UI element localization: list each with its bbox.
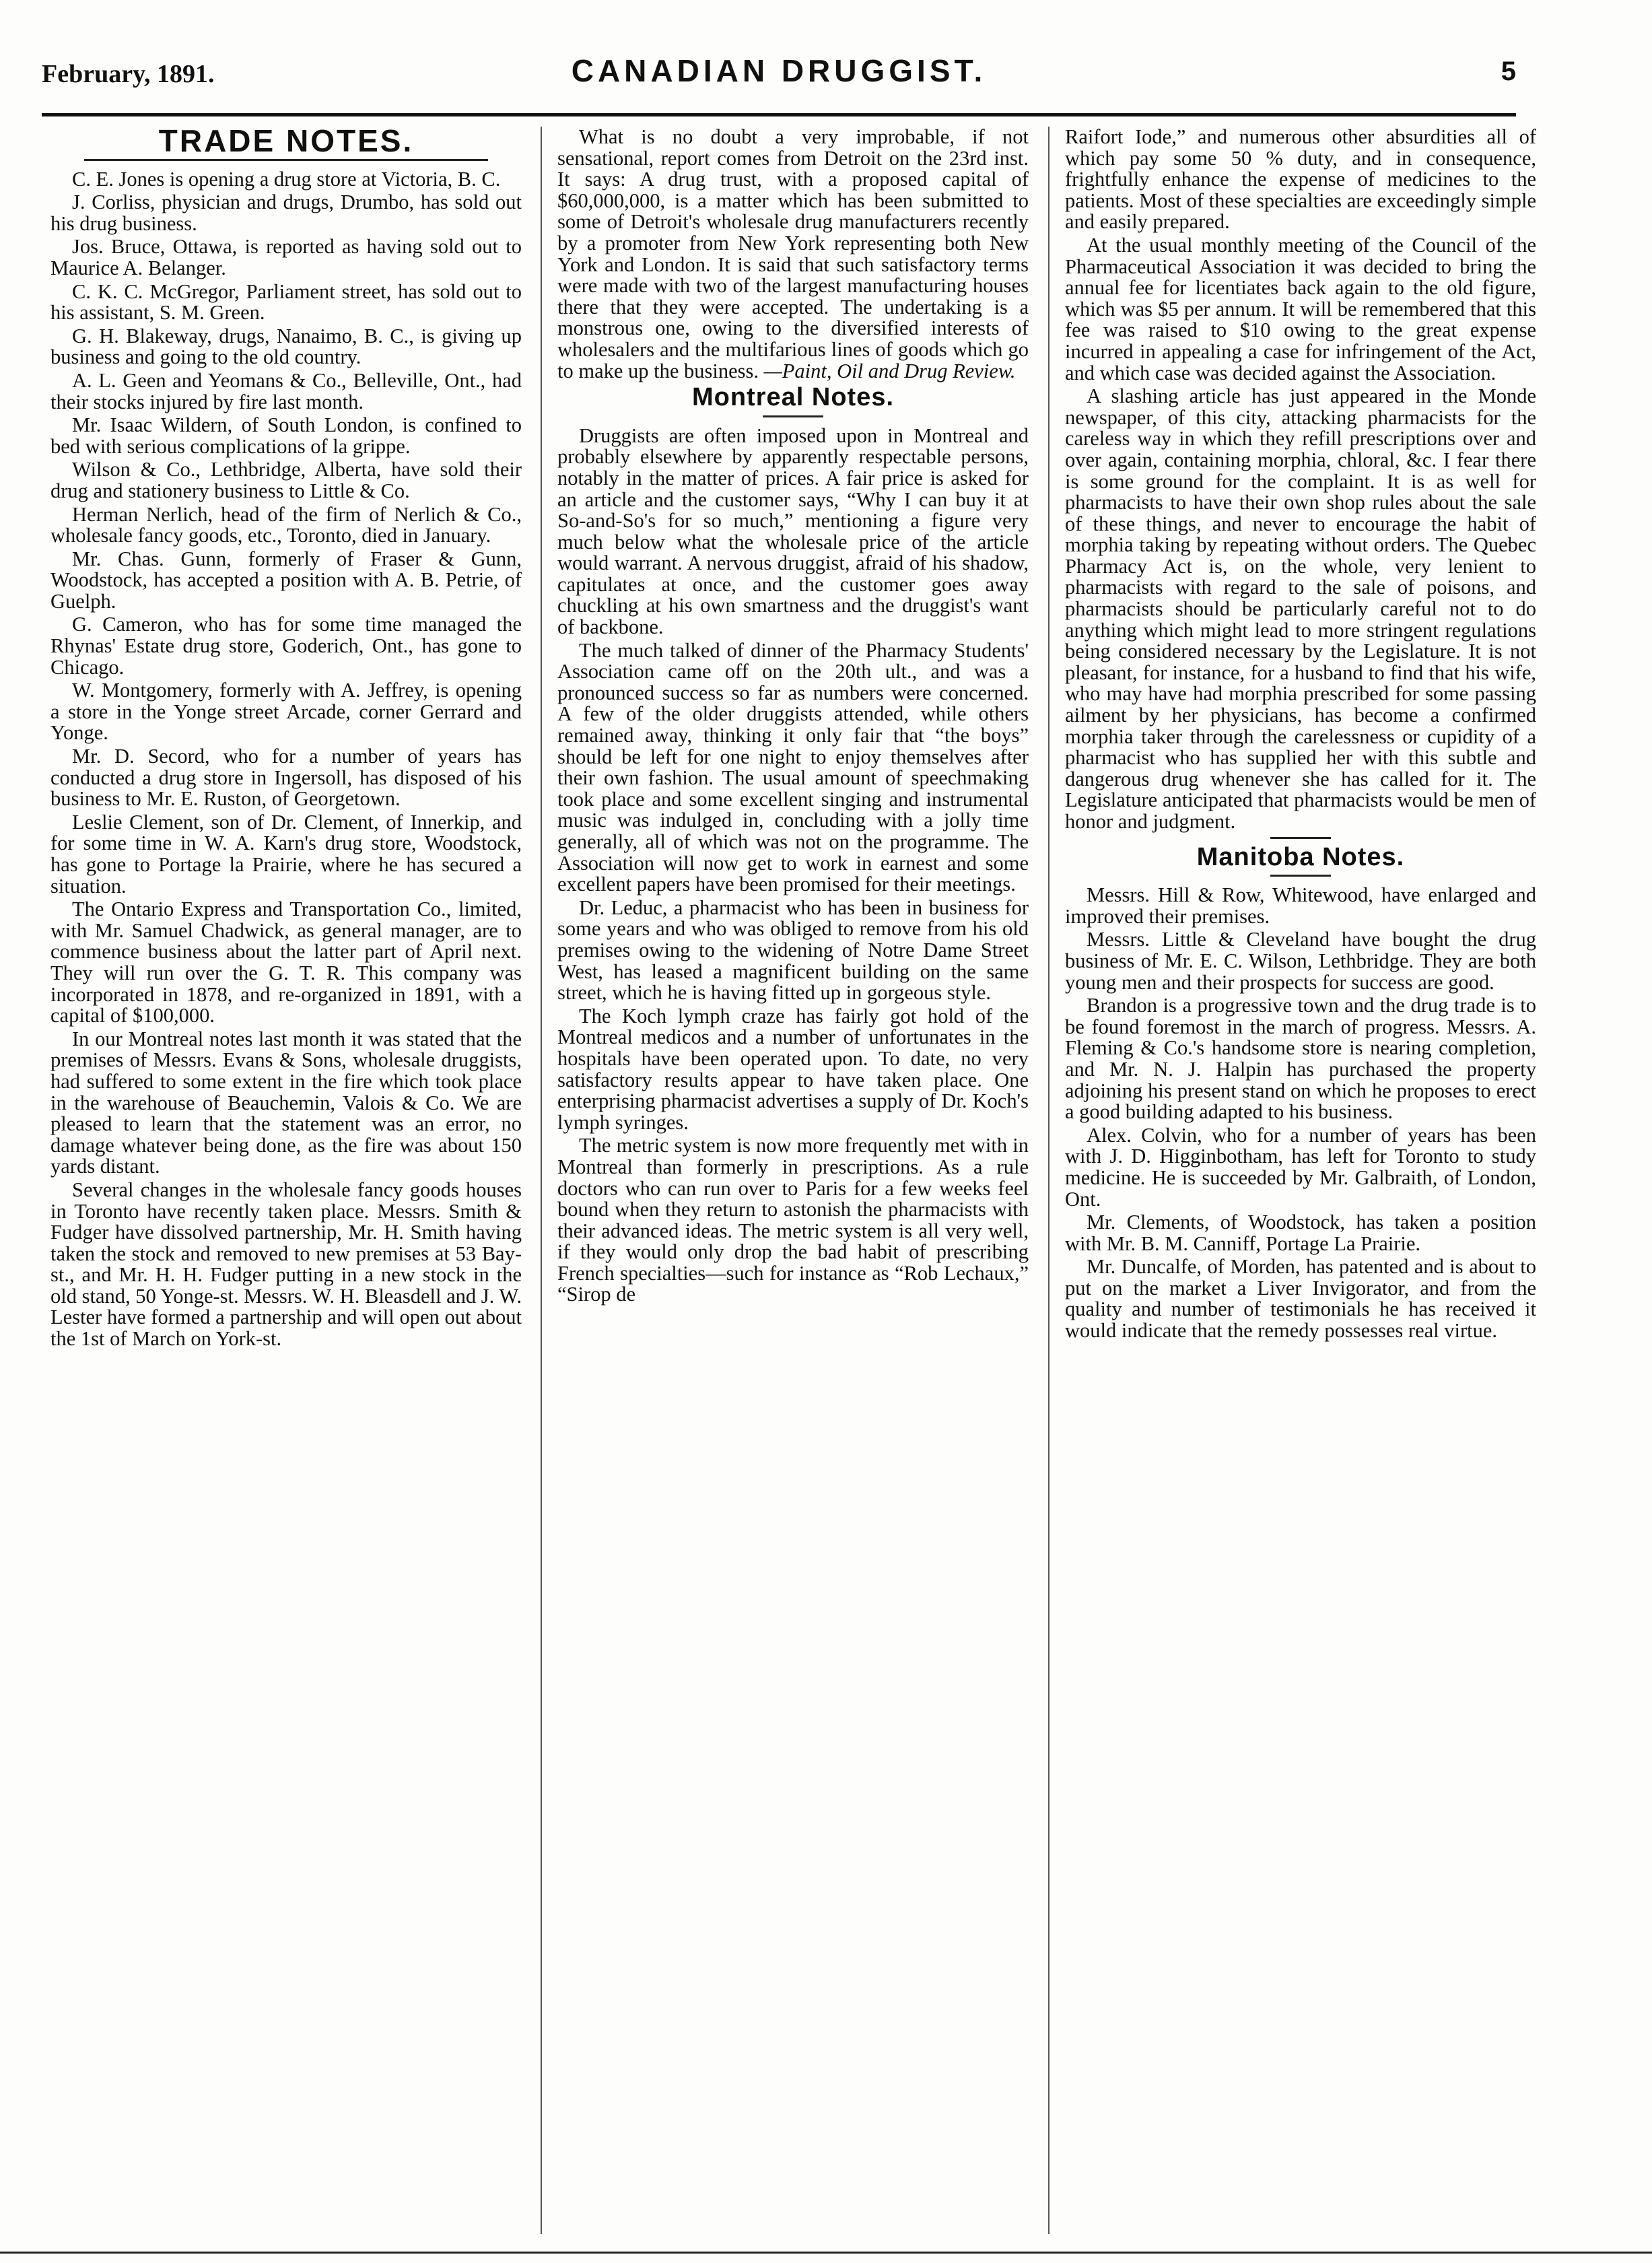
- article-paragraph: Mr. Clements, of Woodstock, has taken a position with Mr. B. M. Canniff, Portage La Prairie.: [1065, 1211, 1536, 1255]
- article-paragraph: G. H. Blakeway, drugs, Nanaimo, B. C., is giving up business and going to the old country.: [50, 324, 522, 369]
- section-title-trade-notes: TRADE NOTES.: [158, 127, 414, 158]
- article-paragraph: Alex. Colvin, who for a number of years has been with J. D. Higginbotham, has left for Toronto to study medicine. He is succeeded by Mr. Galbraith, of London, Ont.: [1065, 1123, 1536, 1211]
- article-paragraph: Several changes in the wholesale fancy goods houses in Toronto have recently taken place. Messrs. Smith & Fudger have dissolved partnership, Mr. H. Smith having taken the stock and removed to new premises at 53 Bay-st., and Mr. H. H. Fudger putting in a new stock in the old stand, 50 Yonge-st. Messrs. W. H. Bleasdell and J. W. Lester have formed a partnership and will open out about the 1st of March on York-st.: [50, 1178, 522, 1351]
- footer-rule: [0, 2252, 1652, 2254]
- article-paragraph: Mr. Isaac Wildern, of South London, is confined to bed with serious complications of la grippe.: [50, 413, 522, 458]
- article-paragraph: W. Montgomery, formerly with A. Jeffrey, is opening a store in the Yonge street Arcade, corner Gerrard and Yonge.: [50, 679, 522, 745]
- page-header: [42, 53, 1516, 97]
- article-paragraph: Druggists are often imposed upon in Montreal and probably elsewhere by apparently respectable persons, notably in the matter of prices. A fair price is asked for an article and the customer says, “Why I can buy it at So-and-So's for so much,” mentioning a figure very much below what the wholesale price of the article would warrant. A nervous druggist, afraid of his shadow, capitulates at once, and the customer goes away chuckling at his own smartness and the druggist's want of backbone.: [557, 424, 1029, 639]
- article-paragraph: The Ontario Express and Transportation Co., limited, with Mr. Samuel Chadwick, as general manager, are to commence business about the latter part of April next. They will run over the G. T. R. This company was incorporated in 1878, and re-organized in 1891, with a capital of $100,000.: [50, 898, 522, 1027]
- section-rule: [763, 415, 823, 417]
- article-paragraph: Dr. Leduc, a pharmacist who has been in business for some years and who was obliged to remove from his old premises owing to the widening of Notre Dame Street West, has leased a magnificent building on the same street, which he is having fitted up in gorgeous style.: [557, 896, 1029, 1005]
- article-paragraph: Messrs. Little & Cleveland have bought the drug business of Mr. E. C. Wilson, Lethbridge. They are both young men and their prospects for success are good.: [1065, 928, 1536, 994]
- article-paragraph: A. L. Geen and Yeomans & Co., Belleville, Ont., had their stocks injured by fire last month.: [50, 368, 522, 413]
- section-title-montreal-notes: Montreal Notes.: [691, 383, 895, 412]
- section-rule: [1270, 837, 1331, 839]
- article-paragraph: The metric system is now more frequently met with in Montreal than formerly in prescriptions. As a rule doctors who can run over to Paris for a few weeks feel bound when they return to astonish the pharmacists with their advanced ideas. The metric system is all very well, if they would only drop the bad habit of prescribing French specialties—such for instance as “Rob Lechaux,” “Sirop de: [557, 1134, 1029, 1306]
- article-paragraph: Mr. D. Secord, who for a number of years has conducted a drug store in Ingersoll, has disposed of his business to Mr. E. Ruston, of Georgetown.: [50, 745, 522, 811]
- column-divider: [541, 127, 542, 2234]
- source-citation: —Paint, Oil and Drug Review.: [763, 359, 1016, 382]
- column-divider: [1048, 127, 1049, 2234]
- article-paragraph: J. Corliss, physician and drugs, Drumbo, has sold out his drug business.: [50, 191, 522, 235]
- article-paragraph: Herman Nerlich, head of the firm of Nerlich & Co., wholesale fancy goods, etc., Toronto, died in January.: [50, 502, 522, 547]
- continued-paragraph: Raifort Iode,” and numerous other absurdities all of which pay some 50 % duty, and in consequence, frightfully enhance the expense of medicines to the patients. Most of these specialties are exceedingly simple and easily prepared.: [1065, 127, 1536, 234]
- article-paragraph: Mr. Chas. Gunn, formerly of Fraser & Gunn, Woodstock, has accepted a position with A. B. Petrie, of Guelph.: [50, 547, 522, 613]
- header-rule: [42, 113, 1516, 116]
- article-paragraph: The Koch lymph craze has fairly got hold of the Montreal medicos and a number of unfortunates in the hospitals have been operated upon. To date, no very satisfactory results appear to have taken place. One enterprising pharmacist advertises a supply of Dr. Koch's lymph syringes.: [557, 1004, 1029, 1134]
- article-paragraph: Jos. Bruce, Ottawa, is reported as having sold out to Maurice A. Belanger.: [50, 235, 522, 279]
- article-paragraph: Brandon is a progressive town and the drug trade is to be found foremost in the march of progress. Messrs. A. Fleming & Co.'s handsome store is nearing completion, and Mr. N. J. Halpin has purchased the property adjoining his present stand on which he proposes to erect a good building adapted to his business.: [1065, 994, 1536, 1124]
- section-rule: [1270, 875, 1331, 877]
- article-paragraph: At the usual monthly meeting of the Council of the Pharmaceutical Association it was decided to bring the annual fee for licentiates back again to the old figure, which was $5 per annum. It will be remembered that this fee was raised to $10 owing to the great expense incurred in appealing a case for infringement of the Act, and which case was decided against the Association.: [1065, 233, 1536, 384]
- article-paragraph: C. E. Jones is opening a drug store at Victoria, B. C.: [72, 167, 501, 191]
- publication-title: CANADIAN DRUGGIST.: [571, 53, 987, 88]
- article-paragraph: Leslie Clement, son of Dr. Clement, of Innerkip, and for some time in W. A. Karn's drug store, Woodstock, has gone to Portage la Prairie, where he has secured a situation.: [50, 810, 522, 898]
- article-paragraph: Messrs. Hill & Row, Whitewood, have enlarged and improved their premises.: [1065, 883, 1536, 928]
- article-paragraph: In our Montreal notes last month it was stated that the premises of Messrs. Evans & Sons, wholesale druggists, had suffered to some extent in the fire which took place in the warehouse of Beauchemin, Valois & Co. We are pleased to learn that the statement was an error, no damage whatever being done, as the fire was about 150 yards distant.: [50, 1027, 522, 1178]
- issue-date: February, 1891.: [42, 60, 215, 88]
- section-rule: [84, 159, 488, 161]
- article-paragraph: G. Cameron, who has for some time managed the Rhynas' Estate drug store, Goderich, Ont., has gone to Chicago.: [50, 613, 522, 679]
- drug-trust-paragraph: [557, 127, 1029, 382]
- drug-trust-text: What is no doubt a very improbable, if not sensational, report comes from Detroit on the 23rd inst. It says: A drug trust, with a proposed capital of $60,000,000, is a matter which has been submitted to some of Detroit's wholesale drug manufacturers recently by a promoter from New York representing both New York and London. It is said that such satisfactory terms were made with two of the largest manufacturing houses there that they were accepted. The undertaking is a monstrous one, owing to the diversified interests of wholesalers and the multifarious lines of goods which go to make up the business.: [557, 127, 1029, 382]
- article-paragraph: C. K. C. McGregor, Parliament street, has sold out to his assistant, S. M. Green.: [50, 279, 522, 325]
- article-paragraph: Wilson & Co., Lethbridge, Alberta, have sold their drug and stationery business to Little & Co.: [50, 458, 522, 502]
- page-number: 5: [1501, 57, 1516, 86]
- column-1: [50, 127, 522, 2234]
- column-2: [557, 127, 1029, 2234]
- article-paragraph: The much talked of dinner of the Pharmacy Students' Association came off on the 20th ult., and was a pronounced success so far as numbers were concerned. A few of the older druggists attended, while others remained away, thinking it only fair that “the boys” should be left for one night to enjoy themselves after their own fashion. The usual amount of speechmaking took place and some excellent singing and instrumental music was indulged in, concluding with a jolly time generally, all of which was not on the programme. The Association will now get to work in earnest and some excellent papers have been promised for their meetings.: [557, 638, 1029, 896]
- article-paragraph: A slashing article has just appeared in the Monde newspaper, of this city, attacking pharmacists for the careless way in which they refill prescriptions over and over again, containing morphia, chloral, &c. I fear there is some ground for the complaint. It is as well for pharmacists to have their own shop rules about the sale of these things, and never to encourage the habit of morphia taking by repeating without orders. The Quebec Pharmacy Act is, on the whole, very lenient to pharmacists with regard to the sale of poisons, and pharmacists should be particularly careful not to do anything which might lead to more stringent regulations being considered necessary by the Legislature. It is not pleasant, for instance, for a husband to find that his wife, who may have had morphia prescribed for some passing ailment by her physicians, has become a confirmed morphia taker through the carelessness or cupidity of a pharmacist who has supplied her with this subtle and dangerous drug whenever she has called for it. The Legislature anticipated that pharmacists would be men of honor and judgment.: [1065, 384, 1536, 833]
- article-paragraph: Mr. Duncalfe, of Morden, has patented and is about to put on the market a Liver Invigorator, and from the quality and number of testimonials he has received it would indicate that the remedy possesses real virtue.: [1065, 1255, 1536, 1343]
- column-3: [1065, 127, 1536, 2234]
- section-title-manitoba-notes: Manitoba Notes.: [1196, 842, 1405, 871]
